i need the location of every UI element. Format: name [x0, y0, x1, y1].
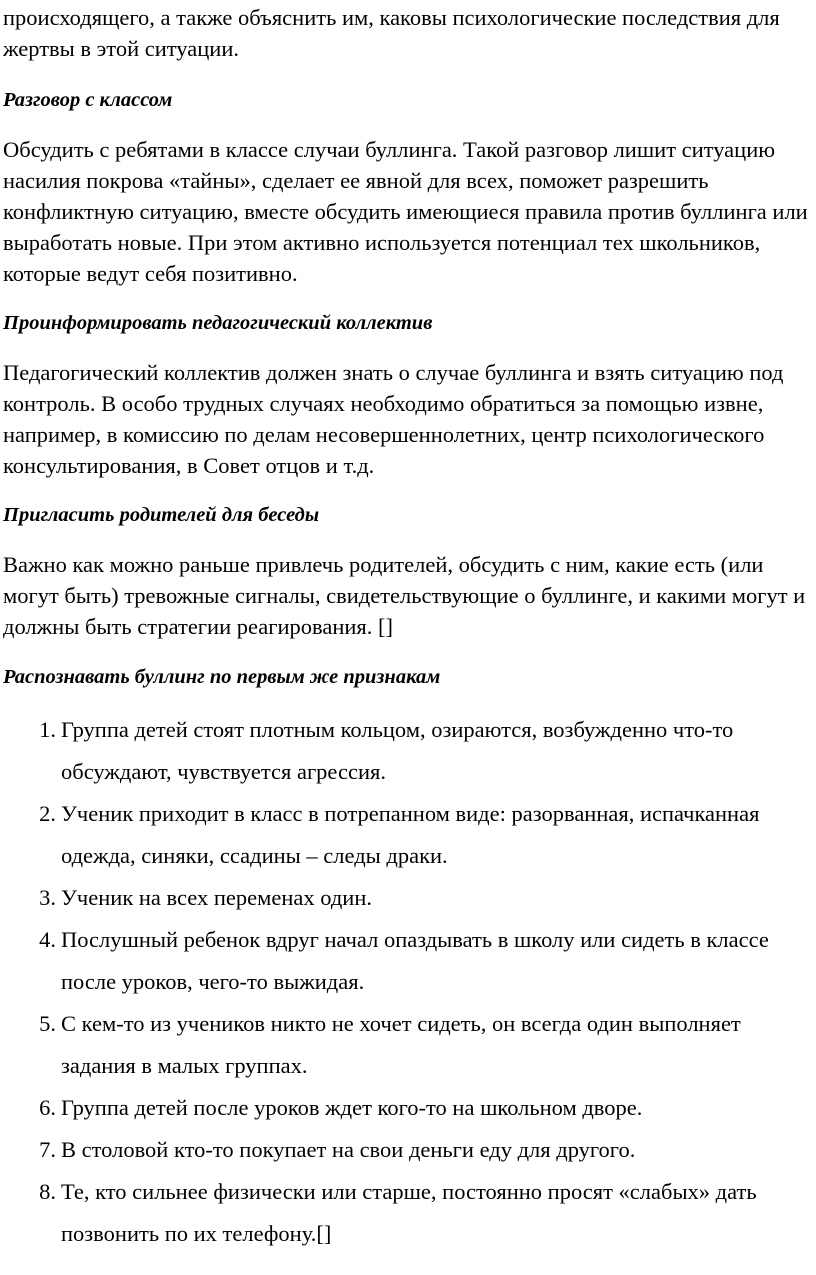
list-item	[3, 1003, 810, 1087]
list-item-text: Ученик приходит в класс в потрепанном виде: разорванная, испачканная одежда, синяки, ссадины – следы драки.	[61, 801, 760, 868]
list-item-text: Ученик на всех переменах один.	[61, 885, 372, 910]
list-item	[3, 793, 810, 877]
list-item-number: 3.	[39, 885, 56, 910]
list-item	[3, 1087, 810, 1129]
heading-recognize-bullying: Распознавать буллинг по первым же признакам	[3, 666, 441, 688]
list-item-number: 5.	[39, 1011, 56, 1036]
list-item-text: Группа детей после уроков ждет кого-то на школьном дворе.	[61, 1095, 643, 1120]
list-item-number: 6.	[39, 1095, 56, 1120]
list-item	[3, 1171, 810, 1255]
heading-invite-parents: Пригласить родителей для беседы	[3, 504, 320, 526]
heading-class-talk: Разговор с классом	[3, 89, 173, 111]
paragraph-class-talk: Обсудить с ребятами в классе случаи буллинга. Такой разговор лишит ситуацию насилия покрова «тайны», сделает ее явной для всех, поможет разрешить конфликтную ситуацию, вместе обсудить имеющиеся правила против буллинга или выработать новые. При этом активно используется потенциал тех школьников, которые ведут себя позитивно.	[3, 137, 808, 286]
list-item-number: 2.	[39, 801, 56, 826]
list-item-number: 4.	[39, 927, 56, 952]
list-item	[3, 709, 810, 793]
intro-paragraph: происходящего, а также объяснить им, каковы психологические последствия для жертвы в этой ситуации.	[3, 5, 780, 61]
list-item	[3, 1129, 810, 1171]
signs-list-container	[3, 709, 810, 1255]
list-item-text: Группа детей стоят плотным кольцом, озираются, возбужденно что-то обсуждают, чувствуется агрессия.	[61, 717, 734, 784]
list-item-text: Послушный ребенок вдруг начал опаздывать в школу или сидеть в классе после уроков, чего-то выжидая.	[61, 927, 769, 994]
list-item-text: С кем-то из учеников никто не хочет сидеть, он всегда один выполняет задания в малых группах.	[61, 1011, 741, 1078]
heading-inform-staff: Проинформировать педагогический коллектив	[3, 312, 433, 334]
list-item-number: 7.	[39, 1137, 56, 1162]
list-item-number: 1.	[39, 717, 56, 742]
paragraph-inform-staff: Педагогический коллектив должен знать о случае буллинга и взять ситуацию под контроль. В особо трудных случаях необходимо обратиться за помощью извне, например, в комиссию по делам несовершеннолетних, центр психологического консультирования, в Совет отцов и т.д.	[3, 360, 784, 478]
paragraph-invite-parents: Важно как можно раньше привлечь родителей, обсудить с ним, какие есть (или могут быть) тревожные сигналы, свидетельствующие о буллинге, и какими могут и должны быть стратегии реагирования. []	[3, 552, 806, 639]
signs-list	[3, 709, 810, 1255]
list-item	[3, 877, 810, 919]
list-item-text: В столовой кто-то покупает на свои деньги еду для другого.	[61, 1137, 636, 1162]
list-item	[3, 919, 810, 1003]
list-item-number: 8.	[39, 1179, 56, 1204]
list-item-text: Те, кто сильнее физически или старше, постоянно просят «слабых» дать позвонить по их телефону.[]	[61, 1179, 757, 1246]
